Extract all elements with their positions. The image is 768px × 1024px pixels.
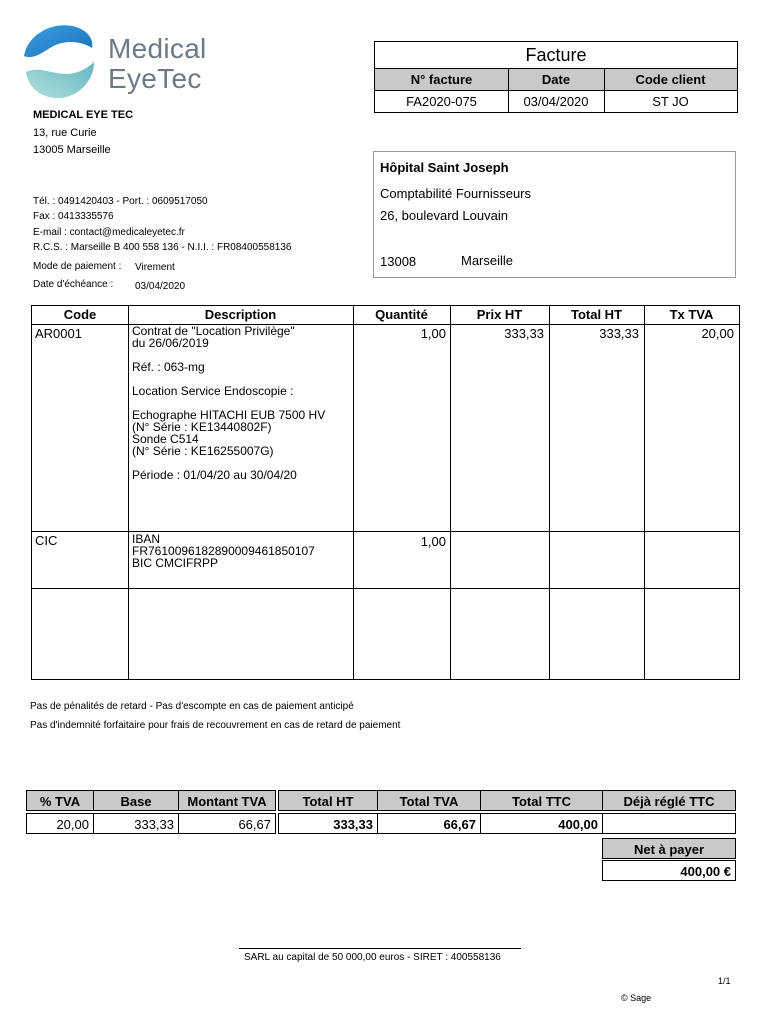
recovery-fee-note: Pas d'indemnité forfaitaire pour frais de recouvrement en cas de retard de paiement [30,720,401,731]
net-to-pay-value: 400,00 € [602,860,736,881]
payment-mode-value: Virement [135,262,175,273]
company-fax: Fax : 0413335576 [33,211,114,222]
invoice-number-value: FA2020-075 [406,94,477,109]
recipient-street: 26, boulevard Louvain [380,208,508,223]
footer-divider [239,948,521,949]
recipient-name: Hôpital Saint Joseph [380,160,509,175]
client-code-value: ST JO [652,94,689,109]
net-to-pay-label: Net à payer [602,838,736,859]
vat-rate-value: 20,00 [26,813,94,834]
divider [644,306,645,679]
vat-amount-value: 66,67 [178,813,276,834]
vat-amount-header: Montant TVA [178,790,276,811]
vat-rate-header: % TVA [26,790,94,811]
row-unit-price: 333,33 [504,326,544,341]
column-header-code: Code [63,307,97,322]
invoice-lines-table [31,305,740,680]
page-number: 1/1 [718,976,731,986]
row-quantity: 1,00 [420,534,446,549]
row-vat-rate: 20,00 [701,326,734,341]
divider [450,306,451,679]
logo-icon [22,22,98,102]
already-paid-header: Déjà réglé TTC [602,790,736,811]
company-email: E-mail : contact@medicaleyetec.fr [33,227,185,238]
total-ht-value: 333,33 [278,813,378,834]
company-name: MEDICAL EYE TEC [33,109,134,121]
recipient-address-box [373,151,736,278]
divider [353,306,354,679]
vat-base-value: 333,33 [93,813,179,834]
invoice-header-table [374,41,738,113]
vat-base-header: Base [93,790,179,811]
company-logo [22,22,242,102]
footer-company-info: SARL au capital de 50 000,00 euros - SIRET : 400558136 [244,952,501,963]
client-code-header: Code client [604,69,737,91]
total-vat-value: 66,67 [377,813,481,834]
logo-text-line1: Medical [108,33,207,64]
total-ttc-value: 400,00 [480,813,603,834]
row-quantity: 1,00 [420,326,446,341]
invoice-date-value: 03/04/2020 [523,94,589,109]
due-date-label: Date d'échéance : [33,279,114,290]
row-code: CIC [35,533,58,548]
row-total: 333,33 [599,326,639,341]
invoice-number-header: N° facture [375,69,508,91]
divider [32,588,739,589]
row-description: IBAN FR7610096182890009461850107 BIC CMCIFRPP [132,532,315,570]
company-address: 13, rue Curie [33,127,97,139]
invoice-date-header: Date [508,69,604,91]
company-phone: Tél. : 0491420403 - Port. : 0609517050 [33,196,208,207]
recipient-department: Comptabilité Fournisseurs [380,186,532,201]
divider [128,306,129,679]
total-ht-header: Total HT [278,790,378,811]
invoice-title: Facture [375,42,737,69]
column-header-total: Total HT [570,307,623,322]
total-vat-header: Total TVA [377,790,481,811]
total-ttc-header: Total TTC [480,790,603,811]
column-header-description: Description [204,307,277,322]
payment-terms-note: Pas de pénalités de retard - Pas d'escompte en cas de paiement anticipé [30,701,354,712]
payment-mode-label: Mode de paiement : [33,261,122,272]
recipient-zip: 13008 [380,254,417,269]
company-rcs: R.C.S. : Marseille B 400 558 136 - N.I.I. : FR08400558136 [33,242,292,253]
column-header-vat-rate: Tx TVA [669,307,714,322]
column-header-quantity: Quantité [375,307,428,322]
column-header-unit-price: Prix HT [476,307,523,322]
row-code: AR0001 [35,326,82,341]
recipient-city: Marseille [461,253,514,268]
logo-text-line2: EyeTec [108,63,202,94]
company-city: 13005 Marseille [33,144,111,156]
software-credit: © Sage [621,993,652,1003]
row-description: Contrat de "Location Privilège" du 26/06/2019 Réf. : 063-mg Location Service Endoscopie : Echographe HITACHI EUB 7500 HV (N° Série : KE13440802F) Sonde C514 (N° Série : KE16255007G) Période : 01/04/20 au 30/04/20 [132,324,326,482]
due-date-value: 03/04/2020 [135,281,186,292]
already-paid-value [602,813,736,834]
divider [549,306,550,679]
